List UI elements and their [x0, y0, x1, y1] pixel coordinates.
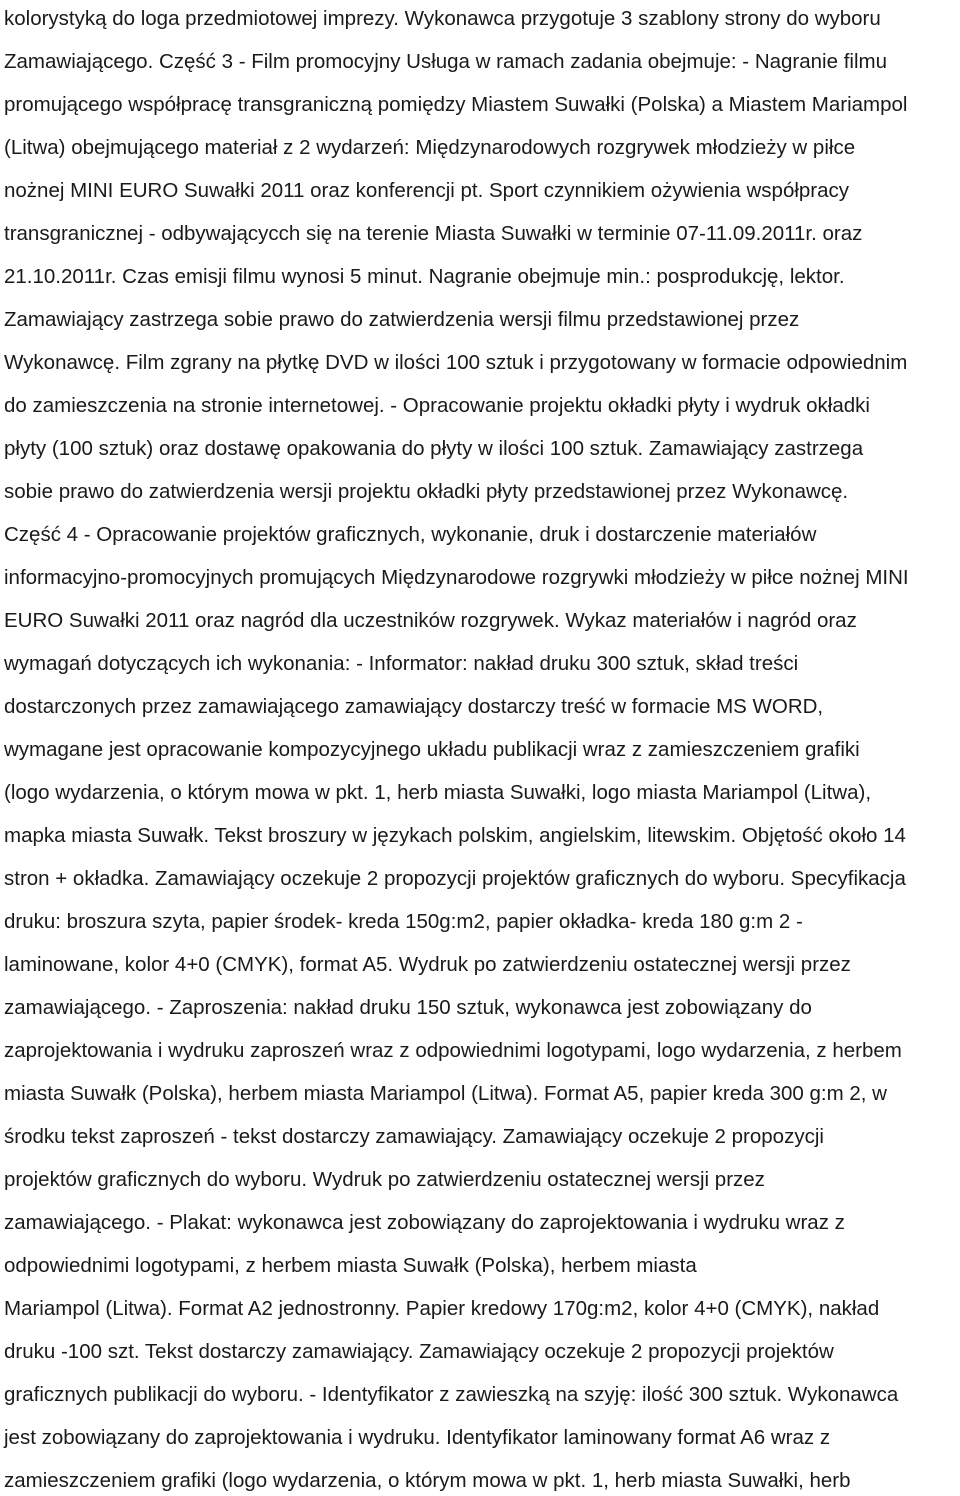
text-line: miasta Suwałk (Polska), herbem miasta Mariampol (Litwa). Format A5, papier kreda 300 g:m 2, w	[4, 1082, 887, 1105]
text-line: Wykonawcę. Film zgrany na płytkę DVD w ilości 100 sztuk i przygotowany w formacie odpowiednim	[4, 351, 908, 374]
text-line: kolorystyką do loga przedmiotowej imprezy. Wykonawca przygotuje 3 szablony strony do wyboru	[4, 7, 881, 30]
text-line: stron + okładka. Zamawiający oczekuje 2 propozycji projektów graficznych do wyboru. Specyfikacja	[4, 867, 906, 890]
text-line: płyty (100 sztuk) oraz dostawę opakowania do płyty w ilości 100 sztuk. Zamawiający zastrzega	[4, 437, 864, 460]
text-line: laminowane, kolor 4+0 (CMYK), format A5. Wydruk po zatwierdzeniu ostatecznej wersji przez	[4, 953, 851, 976]
text-line: zaprojektowania i wydruku zaproszeń wraz z odpowiednimi logotypami, logo wydarzenia, z herbem	[4, 1039, 902, 1062]
text-line: sobie prawo do zatwierdzenia wersji projektu okładki płyty przedstawionej przez Wykonawcę.	[4, 480, 849, 503]
text-line: informacyjno-promocyjnych promujących Międzynarodowe rozgrywki młodzieży w piłce nożnej MINI	[4, 566, 909, 589]
text-line: Zamawiającego. Część 3 - Film promocyjny Usługa w ramach zadania obejmuje: - Nagranie filmu	[4, 50, 887, 73]
text-line: Zamawiający zastrzega sobie prawo do zatwierdzenia wersji filmu przedstawionej przez	[4, 308, 800, 331]
text-line: promującego współpracę transgraniczną pomiędzy Miastem Suwałki (Polska) a Miastem Mariampol	[4, 93, 908, 116]
text-line: środku tekst zaproszeń - tekst dostarczy zamawiający. Zamawiający oczekuje 2 propozycji	[4, 1125, 824, 1148]
text-line: zamawiającego. - Zaproszenia: nakład druku 150 sztuk, wykonawca jest zobowiązany do	[4, 996, 812, 1019]
text-line: Mariampol (Litwa). Format A2 jednostronny. Papier kredowy 170g:m2, kolor 4+0 (CMYK), nakład	[4, 1297, 880, 1320]
text-line: Część 4 - Opracowanie projektów graficznych, wykonanie, druk i dostarczenie materiałów	[4, 523, 817, 546]
text-line: druku -100 szt. Tekst dostarczy zamawiający. Zamawiający oczekuje 2 propozycji projektów	[4, 1340, 834, 1363]
text-line: druku: broszura szyta, papier środek- kreda 150g:m2, papier okładka- kreda 180 g:m 2 -	[4, 910, 803, 933]
text-line: zamieszczeniem grafiki (logo wydarzenia, o którym mowa w pkt. 1, herb miasta Suwałki, herb	[4, 1469, 851, 1492]
text-line: 21.10.2011r. Czas emisji filmu wynosi 5 minut. Nagranie obejmuje min.: posprodukcję, lektor.	[4, 265, 845, 288]
text-line: nożnej MINI EURO Suwałki 2011 oraz konferencji pt. Sport czynnikiem ożywienia współpracy	[4, 179, 850, 202]
text-line: wymagane jest opracowanie kompozycyjnego układu publikacji wraz z zamieszczeniem grafiki	[4, 738, 860, 761]
text-line: jest zobowiązany do zaprojektowania i wydruku. Identyfikator laminowany format A6 wraz z	[4, 1426, 831, 1449]
text-line: graficznych publikacji do wyboru. - Identyfikator z zawieszką na szyję: ilość 300 sztuk. Wykonawca	[4, 1383, 899, 1406]
text-line: transgranicznej - odbywającycch się na terenie Miasta Suwałki w terminie 07-11.09.2011r. oraz	[4, 222, 863, 245]
text-line: (Litwa) obejmującego materiał z 2 wydarzeń: Międzynarodowych rozgrywek młodzieży w piłce	[4, 136, 856, 159]
text-line: odpowiednimi logotypami, z herbem miasta Suwałk (Polska), herbem miasta	[4, 1254, 697, 1277]
text-line: dostarczonych przez zamawiającego zamawiający dostarczy treść w formacie MS WORD,	[4, 695, 824, 718]
text-line: EURO Suwałki 2011 oraz nagród dla uczestników rozgrywek. Wykaz materiałów i nagród oraz	[4, 609, 857, 632]
text-line: zamawiającego. - Plakat: wykonawca jest zobowiązany do zaprojektowania i wydruku wraz z	[4, 1211, 845, 1234]
text-line: wymagań dotyczących ich wykonania: - Informator: nakład druku 300 sztuk, skład treści	[4, 652, 799, 675]
text-line: (logo wydarzenia, o którym mowa w pkt. 1, herb miasta Suwałki, logo miasta Mariampol (Litwa),	[4, 781, 872, 804]
text-line: do zamieszczenia na stronie internetowej. - Opracowanie projektu okładki płyty i wydruk okładki	[4, 394, 870, 417]
text-line: projektów graficznych do wyboru. Wydruk po zatwierdzeniu ostatecznej wersji przez	[4, 1168, 765, 1191]
text-line: mapka miasta Suwałk. Tekst broszury w językach polskim, angielskim, litewskim. Objętość około 14	[4, 824, 906, 847]
